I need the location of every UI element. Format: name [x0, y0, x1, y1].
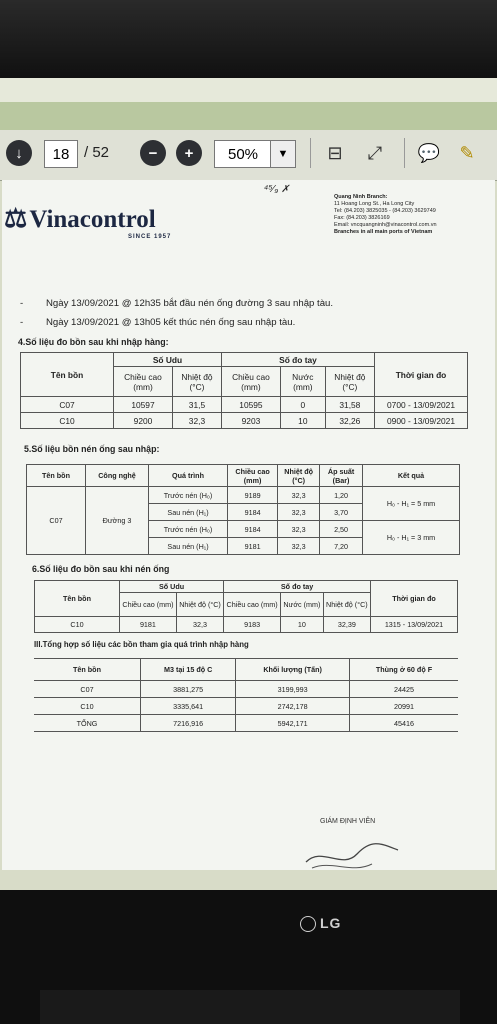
- monitor-bezel-top: [0, 0, 497, 80]
- table-cell: 32,3: [278, 487, 320, 504]
- typewriter-icon[interactable]: ✎: [459, 142, 475, 163]
- table-cell: Trước nén (H₀): [149, 521, 228, 538]
- monitor-brand-text: LG: [320, 915, 342, 931]
- event-list: [20, 294, 333, 332]
- table-header: Chiều cao (mm): [221, 367, 280, 397]
- table-cell: 9184: [228, 504, 278, 521]
- table-cell: 10: [281, 617, 324, 633]
- table-header: Nhiệt độ (°C): [172, 367, 221, 397]
- table-cell: 9200: [114, 413, 173, 429]
- monitor-brand-logo: [300, 915, 341, 932]
- logo-emblem-icon: ⚖: [4, 204, 28, 233]
- table-header: Số đo tay: [224, 581, 371, 593]
- table-cell: 24425: [349, 681, 458, 698]
- table-row: [21, 413, 468, 429]
- toolbar-divider: [404, 138, 405, 168]
- fit-width-icon[interactable]: ⊟: [327, 142, 343, 163]
- branch-line: Fax: (84.203) 3826169: [334, 215, 390, 221]
- table-header: Thùng ở 60 độ F: [349, 659, 458, 681]
- list-item-text: Ngày 13/09/2021 @ 12h35 bắt đầu nén ống đường 3 sau nhập tàu.: [46, 298, 334, 309]
- fit-page-icon[interactable]: ⤢: [367, 142, 383, 163]
- table-header: Quá trình: [149, 465, 228, 487]
- table-pipe-compression: [26, 464, 460, 555]
- list-item-text: Ngày 13/09/2021 @ 13h05 kết thúc nén ống sau nhập tàu.: [46, 317, 296, 328]
- table-cell: 31,58: [325, 397, 374, 413]
- table-cell: 7216,916: [141, 715, 236, 732]
- table-cell: C10: [35, 617, 120, 633]
- table-cell: 10595: [221, 397, 280, 413]
- table-cell: 1,20: [320, 487, 363, 504]
- table-cell: 0700 - 13/09/2021: [375, 397, 468, 413]
- table-cell: 9203: [221, 413, 280, 429]
- table-cell: 9181: [120, 617, 177, 633]
- table-header: Nhiệt độ (°C): [278, 465, 320, 487]
- comment-icon[interactable]: 💬: [417, 142, 441, 163]
- toolbar-divider: [310, 138, 311, 168]
- zoom-out-button[interactable]: −: [140, 140, 166, 166]
- table-header: Chiều cao (mm): [224, 593, 281, 617]
- table-cell: C07: [34, 681, 141, 698]
- initials-signature: ⁴⁵⁄₉ ✗: [264, 184, 290, 195]
- table-header: Chiều cao (mm): [120, 593, 177, 617]
- table-header: Chiều cao (mm): [228, 465, 278, 487]
- table-cell: 32,3: [278, 538, 320, 555]
- table-header: Tên bồn: [21, 353, 114, 397]
- table-header: Tên bồn: [34, 659, 141, 681]
- next-page-icon[interactable]: ↓: [6, 140, 32, 166]
- branch-line: Tel: (84.203) 3825035 - (84.203) 3629749: [334, 208, 436, 214]
- table-row: [27, 487, 460, 504]
- table-cell: 45416: [349, 715, 458, 732]
- table-header: Nhiệt độ (°C): [325, 367, 374, 397]
- table-cell: 2742,178: [236, 698, 350, 715]
- table-header: Số Udu: [114, 353, 222, 367]
- inspector-signature: [302, 840, 402, 876]
- table-cell: C07: [27, 487, 86, 555]
- table-header: Số Udu: [120, 581, 224, 593]
- table-header: Nhiệt độ (°C): [176, 593, 223, 617]
- list-item: - Ngày 13/09/2021 @ 12h35 bắt đầu nén ống đường 3 sau nhập tàu.: [20, 298, 334, 309]
- table-cell: 9189: [228, 487, 278, 504]
- table-header: Thời gian đo: [375, 353, 468, 397]
- table-cell: Đường 3: [86, 487, 149, 555]
- window-titlebar: [0, 78, 497, 102]
- table-row: [35, 617, 458, 633]
- table-cell: 20991: [349, 698, 458, 715]
- logo-text: Vinacontrol: [29, 206, 156, 233]
- branch-address: [334, 194, 437, 236]
- section-6-title: 6.Số liệu đo bồn sau khi nén ống: [32, 564, 170, 574]
- branch-title: Quang Ninh Branch:: [334, 194, 388, 200]
- table-header: Công nghệ: [86, 465, 149, 487]
- table-cell: TỔNG: [34, 715, 141, 732]
- branch-line: Branches in all main ports of Vietnam: [334, 229, 433, 235]
- monitor-stand: [40, 990, 460, 1024]
- table-header: Tên bồn: [35, 581, 120, 617]
- table-cell: Sau nén (H₁): [149, 538, 228, 555]
- table-cell: 2,50: [320, 521, 363, 538]
- branch-line: 11 Hoang Long St., Ha Long City: [334, 201, 415, 207]
- table-summary: [34, 658, 458, 732]
- table-cell: 3335,641: [141, 698, 236, 715]
- table-header: Chiều cao (mm): [114, 367, 173, 397]
- section-5-title: 5.Số liệu bồn nén ống sau nhập:: [24, 444, 160, 454]
- table-cell: 32,3: [278, 521, 320, 538]
- table-cell: 9183: [224, 617, 281, 633]
- table-cell: 1315 - 13/09/2021: [371, 617, 458, 633]
- monitor-screen: [0, 78, 497, 890]
- table-cell: 0: [280, 397, 325, 413]
- table-cell: 32,26: [325, 413, 374, 429]
- vinacontrol-logo: [4, 204, 156, 234]
- table-row: [34, 698, 458, 715]
- table-cell: 3199,993: [236, 681, 350, 698]
- section-4-title: 4.Số liệu đo bồn sau khi nhập hàng:: [18, 337, 169, 347]
- table-cell: 9184: [228, 521, 278, 538]
- table-header: Nhiệt độ (°C): [323, 593, 370, 617]
- table-cell: 32,3: [278, 504, 320, 521]
- lg-logo-icon: [300, 916, 316, 932]
- table-cell: 7,20: [320, 538, 363, 555]
- table-row: [34, 681, 458, 698]
- section-iii-title: III.Tổng hợp số liệu các bồn tham gia quá trình nhập hàng: [34, 640, 249, 649]
- inspector-label: GIÁM ĐỊNH VIÊN: [320, 818, 376, 825]
- page-number-input[interactable]: 18: [44, 140, 78, 168]
- table-cell: 3881,275: [141, 681, 236, 698]
- table-header: Khối lượng (Tấn): [236, 659, 350, 681]
- table-header: Tên bồn: [27, 465, 86, 487]
- zoom-input[interactable]: 50%: [214, 140, 272, 168]
- zoom-dropdown-icon[interactable]: ▼: [270, 140, 296, 168]
- logo-since: SINCE 1957: [128, 234, 172, 240]
- page-total: / 52: [84, 144, 110, 161]
- table-cell: C10: [21, 413, 114, 429]
- table-header: Áp suất (Bar): [320, 465, 363, 487]
- table-cell: 0900 - 13/09/2021: [375, 413, 468, 429]
- table-cell: H₀ - H₁ = 5 mm: [363, 487, 460, 521]
- zoom-in-button[interactable]: +: [176, 140, 202, 166]
- table-cell: 3,70: [320, 504, 363, 521]
- table-cell: H₀ - H₁ = 3 mm: [363, 521, 460, 555]
- table-header: Số đo tay: [221, 353, 374, 367]
- branch-line: Email: vncquangninh@vinacontrol.com.vn: [334, 222, 437, 228]
- table-cell: 32,39: [323, 617, 370, 633]
- table-cell: C10: [34, 698, 141, 715]
- table-cell: 32,3: [172, 413, 221, 429]
- table-header: M3 tại 15 độ C: [141, 659, 236, 681]
- table-cell: 10: [280, 413, 325, 429]
- table-tank-after-compression: [34, 580, 458, 633]
- table-cell: Trước nén (H₀): [149, 487, 228, 504]
- table-cell: 31,5: [172, 397, 221, 413]
- table-header: Thời gian đo: [371, 581, 458, 617]
- pdf-page: [2, 180, 495, 870]
- menu-band: [0, 102, 497, 130]
- table-tank-after-import: [20, 352, 468, 429]
- table-row: [21, 397, 468, 413]
- table-cell: 10597: [114, 397, 173, 413]
- table-header: Nước (mm): [281, 593, 324, 617]
- table-cell: Sau nén (H₁): [149, 504, 228, 521]
- table-cell: 5942,171: [236, 715, 350, 732]
- table-cell: C07: [21, 397, 114, 413]
- table-header: Nước (mm): [280, 367, 325, 397]
- table-row: [34, 715, 458, 732]
- table-header: Kết quả: [363, 465, 460, 487]
- table-cell: 9181: [228, 538, 278, 555]
- list-item: - Ngày 13/09/2021 @ 13h05 kết thúc nén ống sau nhập tàu.: [20, 317, 296, 328]
- table-cell: 32,3: [176, 617, 223, 633]
- pdf-toolbar: [0, 130, 497, 181]
